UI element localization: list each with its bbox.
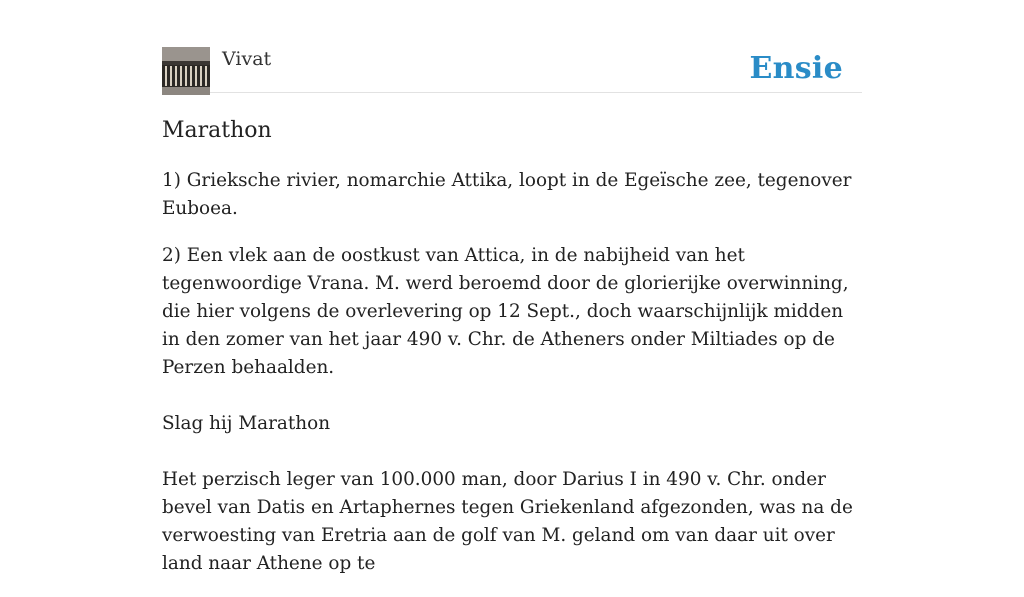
- page-header: [162, 46, 862, 93]
- article-paragraph: 1) Grieksche rivier, nomarchie Attika, loopt in de Egeïsche zee, tegenover Euboea.: [162, 170, 852, 219]
- avatar[interactable]: [162, 47, 210, 95]
- source-name[interactable]: Vivat: [222, 48, 272, 70]
- building-facade-icon: [162, 47, 210, 95]
- brand-logo[interactable]: Ensie: [749, 51, 843, 86]
- article: [162, 116, 862, 597]
- article-paragraph: 2) Een vlek aan de oostkust van Attica, in de nabijheid van het tegenwoordige Vrana. M. werd beroemd door de glorierijke overwinning, die hier volgens de overlevering op 12 Sept., doch waarschijnlijk midden in den zomer van het jaar 490 v. Chr. de Atheners onder Miltiades op de Perzen behaalden. Slag hij Marathon Het perzisch leger van 100.000 man, door Darius I in 490 v. Chr. onder bevel van Datis en Artaphernes tegen Griekenland afgezonden, was na de verwoesting van Eretria aan de golf van M. geland om van daar uit over land naar Athene op te: [162, 245, 853, 574]
- article-title: Marathon: [162, 118, 272, 143]
